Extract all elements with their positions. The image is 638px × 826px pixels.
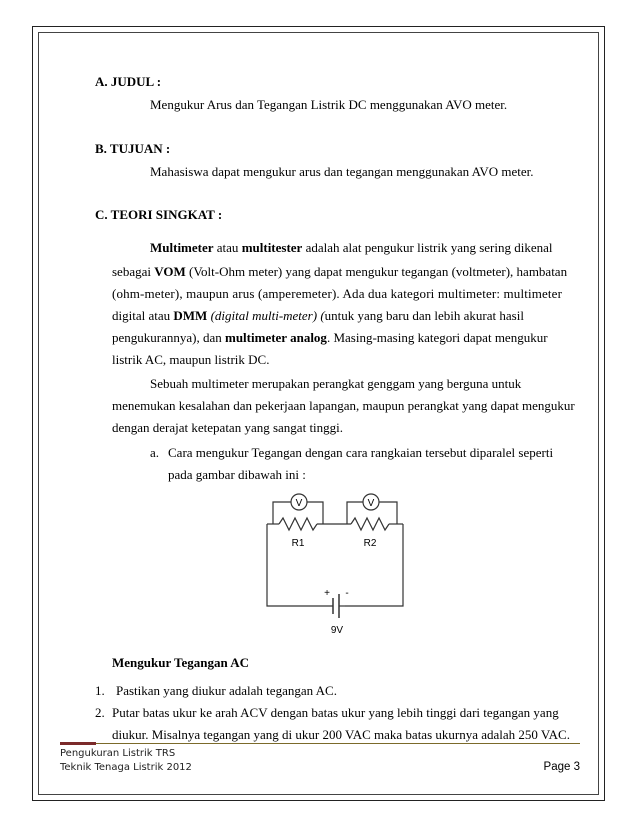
para1-line1 <box>150 240 563 256</box>
footer-rule <box>60 743 580 744</box>
list-a-line1: Cara mengukur Tegangan dengan cara rangkaian tersebut diparalel seperti <box>168 445 554 460</box>
r2-label: R2 <box>363 538 377 549</box>
term-multitester: multitester <box>241 240 303 255</box>
para1-line2 <box>112 264 567 280</box>
battery-plus: + <box>324 588 330 599</box>
resistor-r1 <box>279 518 317 530</box>
para1-line6: listrik AC, maupun listrik DC. <box>112 352 270 367</box>
ac-item1-text: Pastikan yang diukur adalah tegangan AC. <box>116 683 337 698</box>
para1-text: sebagai <box>112 264 155 279</box>
term-dmm: DMM <box>173 308 208 323</box>
meter1-lead <box>307 502 323 524</box>
meter2-lead <box>379 502 397 524</box>
para1-text: pengukurannya), dan <box>112 330 225 345</box>
battery-label: 9V <box>330 625 344 636</box>
para1-text: (Volt-Ohm meter) yang dapat mengukur tegangan (voltmeter), hambatan <box>185 264 568 279</box>
ac-item2-line1: Putar batas ukur ke arah ACV dengan batas ukur yang lebih tinggi dari tegangan yang <box>112 705 559 720</box>
meter1-lead <box>273 502 291 524</box>
term-multimeter-analog: multimeter analog <box>225 330 327 345</box>
para1-text: atau <box>213 240 242 255</box>
para1-text: . Masing-masing kategori dapat mengukur <box>326 330 548 345</box>
para2-line1: Sebuah multimeter merupakan perangkat genggam yang berguna untuk <box>150 376 522 391</box>
footer-course: Pengukuran Listrik TRS <box>60 748 176 759</box>
resistor-r2 <box>351 518 389 530</box>
list-a-line2: pada gambar dibawah ini : <box>168 467 306 482</box>
page-number: Page 3 <box>543 761 580 773</box>
r1-label: R1 <box>291 538 305 549</box>
ac-item2-line2: diukur. Misalnya tegangan yang di ukur 200 VAC maka batas ukurnya adalah 250 VAC. <box>112 727 570 742</box>
section-c-heading: C. TEORI SINGKAT : <box>95 207 223 222</box>
section-b-heading: B. TUJUAN : <box>95 141 171 156</box>
para1-text: adalah alat pengukur listrik yang sering dikenal <box>302 240 553 255</box>
term-multimeter: Multimeter <box>150 240 214 255</box>
voltmeter-2-label: V <box>367 498 375 509</box>
para1-line3: (ohm-meter), maupun arus (amperemeter). Ada dua kategori multimeter: multimeter <box>112 286 563 301</box>
para1-italic: (digital multi-meter) ( <box>207 308 325 323</box>
para2-line3: dengan derajat ketepatan yang sangat tinggi. <box>112 420 344 435</box>
voltmeter-1-label: V <box>295 498 303 509</box>
ac-item1-number: 1. <box>95 683 105 698</box>
list-a-marker: a. <box>150 445 160 460</box>
footer-program: Teknik Tenaga Listrik 2012 <box>60 762 192 773</box>
ac-heading: Mengukur Tegangan AC <box>112 655 250 670</box>
section-a-text: Mengukur Arus dan Tegangan Listrik DC menggunakan AVO meter. <box>150 97 508 112</box>
para1-text: digital atau <box>112 308 174 323</box>
battery-minus: - <box>345 588 349 599</box>
circuit-diagram <box>255 486 415 636</box>
section-b-text: Mahasiswa dapat mengukur arus dan tegangan menggunakan AVO meter. <box>150 164 534 179</box>
meter2-lead <box>347 502 363 524</box>
term-vom: VOM <box>154 264 186 279</box>
para1-text: untuk yang baru dan lebih akurat hasil <box>324 308 524 323</box>
para1-line4 <box>112 308 524 324</box>
para1-line5 <box>112 330 548 346</box>
ac-item2-number: 2. <box>95 705 105 720</box>
wire-right <box>345 524 403 606</box>
section-a-heading: A. JUDUL : <box>95 74 162 89</box>
para2-line2: menemukan kesalahan dan pekerjaan lapangan, maupun perangkat yang dapat mengukur <box>112 398 575 413</box>
footer-accent <box>60 742 96 745</box>
